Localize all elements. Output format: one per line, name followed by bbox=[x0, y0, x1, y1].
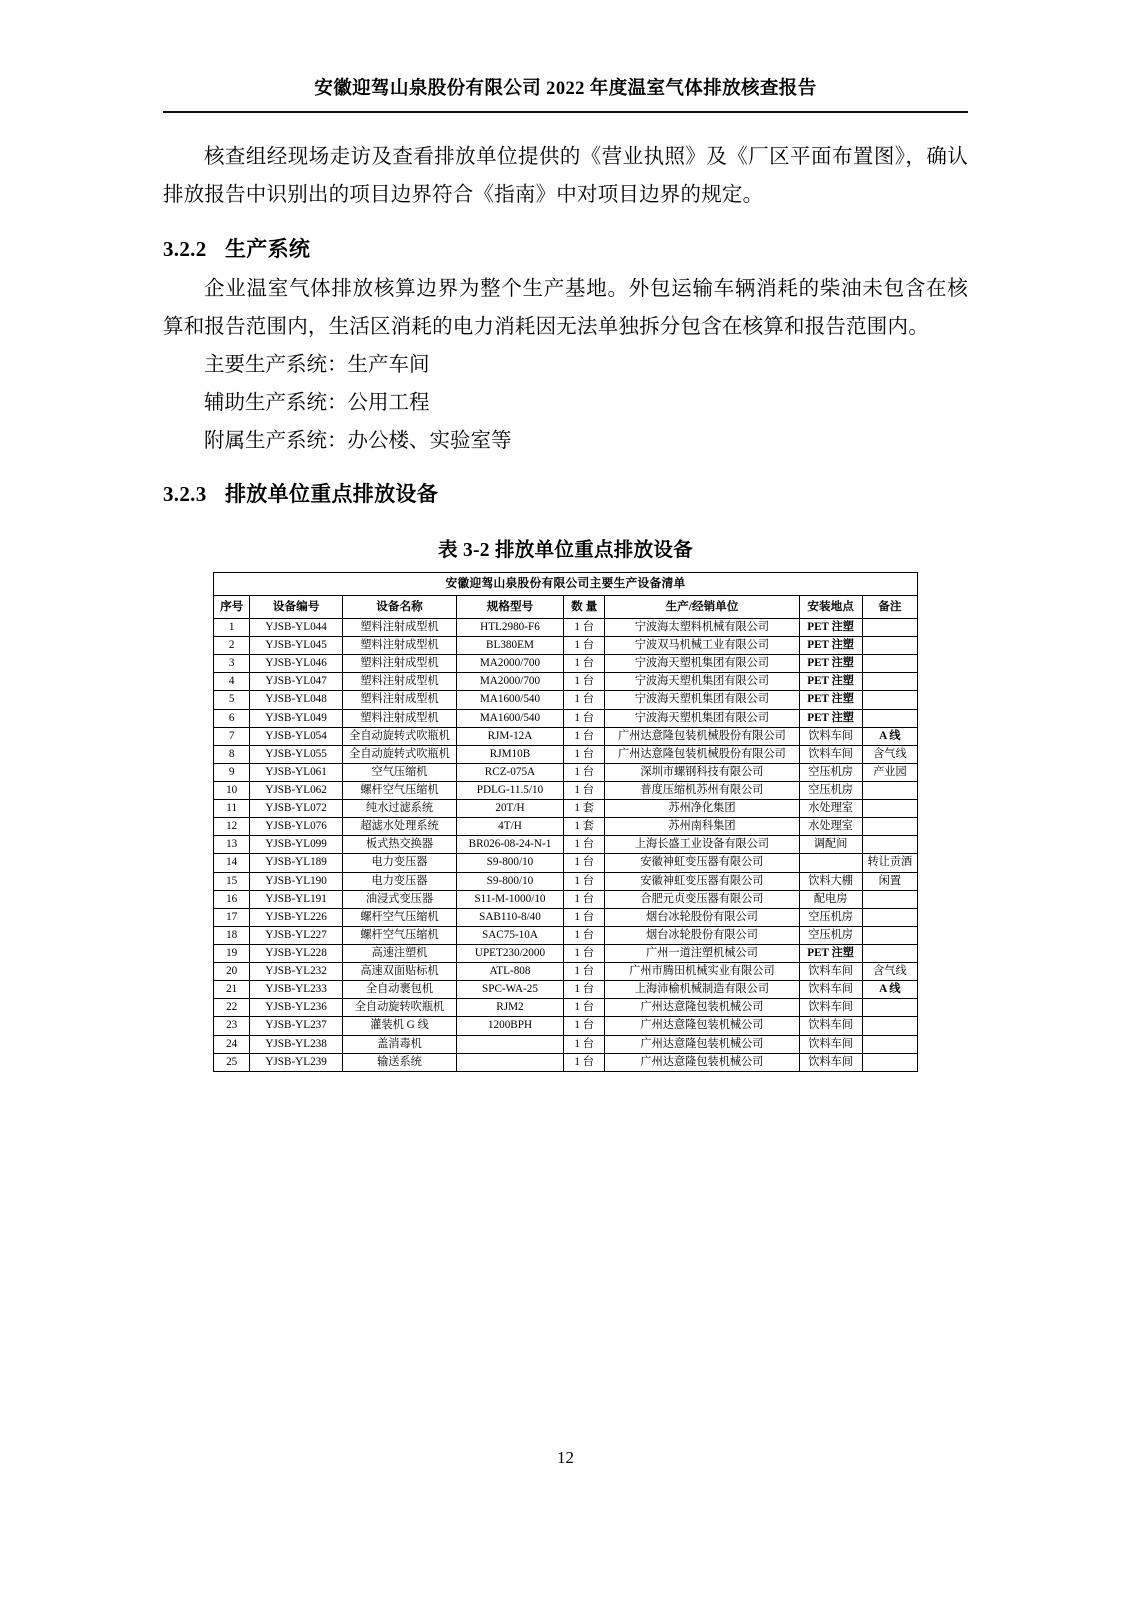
table-cell-vendor: 广州市腾田机械实业有限公司 bbox=[605, 963, 799, 981]
table-cell-code: YJSB-YL236 bbox=[250, 999, 343, 1017]
table-cell-spec: HTL2980-F6 bbox=[457, 619, 564, 637]
table-cell-note bbox=[862, 999, 917, 1017]
section-heading-3-2-3 bbox=[163, 478, 968, 508]
table-cell-spec: RJM2 bbox=[457, 999, 564, 1017]
paragraph-boundary-confirmation: 核查组经现场走访及查看排放单位提供的《营业执照》及《厂区平面布置图》，确认排放报告中识别出的项目边界符合《指南》中对项目边界的规定。 bbox=[163, 146, 968, 206]
table-cell-loc: PET 注塑 bbox=[799, 673, 862, 691]
column-header-location: 安装地点 bbox=[799, 596, 862, 619]
table-cell-code: YJSB-YL239 bbox=[250, 1053, 343, 1071]
table-cell-no: 25 bbox=[214, 1053, 250, 1071]
table-cell-loc: 水处理室 bbox=[799, 818, 862, 836]
table-cell-loc: 饮料大棚 bbox=[799, 872, 862, 890]
table-cell-loc: PET 注塑 bbox=[799, 709, 862, 727]
table-cell-spec: S9-800/10 bbox=[457, 872, 564, 890]
table-cell-qty: 1 台 bbox=[563, 999, 605, 1017]
table-cell-loc: 空压机房 bbox=[799, 908, 862, 926]
table-cell-qty: 1 台 bbox=[563, 655, 605, 673]
table-cell-note bbox=[862, 1017, 917, 1035]
table-cell-no: 23 bbox=[214, 1017, 250, 1035]
table-cell-no: 5 bbox=[214, 691, 250, 709]
table-row bbox=[214, 999, 918, 1017]
table-cell-no: 18 bbox=[214, 926, 250, 944]
running-header bbox=[163, 0, 968, 113]
table-cell-qty: 1 台 bbox=[563, 782, 605, 800]
table-cell-spec bbox=[457, 1035, 564, 1053]
table-cell-qty: 1 台 bbox=[563, 709, 605, 727]
table-cell-spec: SPC-WA-25 bbox=[457, 981, 564, 999]
table-cell-qty: 1 台 bbox=[563, 836, 605, 854]
table-cell-code: YJSB-YL045 bbox=[250, 637, 343, 655]
table-row bbox=[214, 1035, 918, 1053]
table-cell-spec: 20T/H bbox=[457, 800, 564, 818]
table-row bbox=[214, 655, 918, 673]
equipment-table-wrapper bbox=[213, 572, 918, 1071]
table-cell-no: 1 bbox=[214, 619, 250, 637]
table-cell-qty: 1 台 bbox=[563, 727, 605, 745]
table-cell-note: 闲置 bbox=[862, 872, 917, 890]
table-row bbox=[214, 836, 918, 854]
section-title-3-2-3: 排放单位重点排放设备 bbox=[225, 482, 438, 507]
table-cell-note: 转让贡酒 bbox=[862, 854, 917, 872]
table-cell-qty: 1 台 bbox=[563, 1053, 605, 1071]
table-cell-code: YJSB-YL232 bbox=[250, 963, 343, 981]
table-cell-qty: 1 台 bbox=[563, 981, 605, 999]
table-cell-spec: UPET230/2000 bbox=[457, 944, 564, 962]
table-row bbox=[214, 908, 918, 926]
table-cell-vendor: 广州达意隆包装机械公司 bbox=[605, 999, 799, 1017]
table-cell-code: YJSB-YL227 bbox=[250, 926, 343, 944]
table-cell-name: 板式热交换器 bbox=[342, 836, 456, 854]
table-cell-name: 高速双面贴标机 bbox=[342, 963, 456, 981]
table-cell-vendor: 广州达意隆包装机械公司 bbox=[605, 1053, 799, 1071]
table-cell-qty: 1 台 bbox=[563, 944, 605, 962]
table-cell-qty: 1 台 bbox=[563, 619, 605, 637]
table-row bbox=[214, 709, 918, 727]
section-title-3-2-2: 生产系统 bbox=[225, 236, 311, 261]
table-cell-no: 2 bbox=[214, 637, 250, 655]
table-cell-spec: 4T/H bbox=[457, 818, 564, 836]
table-row bbox=[214, 763, 918, 781]
table-cell-spec bbox=[457, 1053, 564, 1071]
table-cell-qty: 1 套 bbox=[563, 800, 605, 818]
table-cell-spec: 1200BPH bbox=[457, 1017, 564, 1035]
table-cell-note bbox=[862, 926, 917, 944]
table-row bbox=[214, 782, 918, 800]
table-cell-code: YJSB-YL237 bbox=[250, 1017, 343, 1035]
table-row bbox=[214, 854, 918, 872]
table-cell-name: 油浸式变压器 bbox=[342, 890, 456, 908]
table-cell-vendor: 合肥元贞变压器有限公司 bbox=[605, 890, 799, 908]
table-cell-qty: 1 台 bbox=[563, 854, 605, 872]
table-cell-loc: 空压机房 bbox=[799, 763, 862, 781]
table-cell-qty: 1 套 bbox=[563, 818, 605, 836]
table-row bbox=[214, 727, 918, 745]
table-cell-name: 螺杆空气压缩机 bbox=[342, 782, 456, 800]
table-cell-vendor: 苏州南科集团 bbox=[605, 818, 799, 836]
table-cell-qty: 1 台 bbox=[563, 1017, 605, 1035]
table-cell-code: YJSB-YL044 bbox=[250, 619, 343, 637]
table-cell-spec: SAB110-8/40 bbox=[457, 908, 564, 926]
table-cell-note bbox=[862, 782, 917, 800]
table-cell-qty: 1 台 bbox=[563, 872, 605, 890]
table-cell-spec: MA2000/700 bbox=[457, 673, 564, 691]
table-row bbox=[214, 944, 918, 962]
table-cell-qty: 1 台 bbox=[563, 1035, 605, 1053]
table-cell-vendor: 广州一道注塑机械公司 bbox=[605, 944, 799, 962]
table-cell-name: 空气压缩机 bbox=[342, 763, 456, 781]
table-cell-vendor: 宁波海天塑机集团有限公司 bbox=[605, 709, 799, 727]
section-number-3-2-3: 3.2.3 bbox=[163, 482, 207, 507]
table-cell-qty: 1 台 bbox=[563, 926, 605, 944]
table-cell-code: YJSB-YL226 bbox=[250, 908, 343, 926]
table-inner-title-row bbox=[214, 573, 918, 596]
table-cell-spec: MA1600/540 bbox=[457, 691, 564, 709]
table-cell-no: 7 bbox=[214, 727, 250, 745]
table-cell-note bbox=[862, 673, 917, 691]
table-cell-no: 15 bbox=[214, 872, 250, 890]
table-cell-loc: 饮料车间 bbox=[799, 999, 862, 1017]
column-header-no: 序号 bbox=[214, 596, 250, 619]
table-cell-note bbox=[862, 890, 917, 908]
table-cell-no: 8 bbox=[214, 745, 250, 763]
table-cell-code: YJSB-YL047 bbox=[250, 673, 343, 691]
table-cell-note bbox=[862, 637, 917, 655]
table-cell-vendor: 广州达意隆包装机械股份有限公司 bbox=[605, 745, 799, 763]
table-cell-name: 全自动旋转式吹瓶机 bbox=[342, 727, 456, 745]
table-cell-vendor: 宁波海天塑机集团有限公司 bbox=[605, 655, 799, 673]
table-cell-spec: ATL-808 bbox=[457, 963, 564, 981]
table-cell-no: 10 bbox=[214, 782, 250, 800]
table-cell-qty: 1 台 bbox=[563, 763, 605, 781]
table-cell-loc: 空压机房 bbox=[799, 926, 862, 944]
table-cell-loc: 饮料车间 bbox=[799, 1053, 862, 1071]
table-cell-spec: S11-M-1000/10 bbox=[457, 890, 564, 908]
page-number: 12 bbox=[557, 1448, 574, 1467]
table-row bbox=[214, 745, 918, 763]
table-cell-vendor: 烟台冰轮股份有限公司 bbox=[605, 926, 799, 944]
table-cell-loc bbox=[799, 854, 862, 872]
table-cell-note bbox=[862, 691, 917, 709]
table-cell-qty: 1 台 bbox=[563, 890, 605, 908]
table-cell-code: YJSB-YL228 bbox=[250, 944, 343, 962]
table-cell-name: 全自动旋转吹瓶机 bbox=[342, 999, 456, 1017]
table-cell-vendor: 安徽神虹变压器有限公司 bbox=[605, 854, 799, 872]
table-cell-code: YJSB-YL099 bbox=[250, 836, 343, 854]
table-cell-spec: RCZ-075A bbox=[457, 763, 564, 781]
table-cell-name: 高速注塑机 bbox=[342, 944, 456, 962]
table-cell-note bbox=[862, 709, 917, 727]
table-cell-qty: 1 台 bbox=[563, 963, 605, 981]
table-cell-spec: BL380EM bbox=[457, 637, 564, 655]
table-cell-vendor: 宁波海太塑料机械有限公司 bbox=[605, 619, 799, 637]
table-cell-code: YJSB-YL054 bbox=[250, 727, 343, 745]
table-cell-code: YJSB-YL238 bbox=[250, 1035, 343, 1053]
table-cell-loc: 饮料车间 bbox=[799, 963, 862, 981]
running-header-text: 安徽迎驾山泉股份有限公司 2022 年度温室气体排放核查报告 bbox=[314, 79, 817, 99]
table-cell-name: 全自动裹包机 bbox=[342, 981, 456, 999]
table-cell-loc: 水处理室 bbox=[799, 800, 862, 818]
table-cell-note bbox=[862, 836, 917, 854]
table-cell-qty: 1 台 bbox=[563, 637, 605, 655]
table-cell-loc: PET 注塑 bbox=[799, 637, 862, 655]
table-cell-spec: MA1600/540 bbox=[457, 709, 564, 727]
table-cell-no: 16 bbox=[214, 890, 250, 908]
system-line-ancillary: 附属生产系统：办公楼、实验室等 bbox=[204, 429, 512, 452]
table-cell-note: A 线 bbox=[862, 981, 917, 999]
table-cell-vendor: 苏州净化集团 bbox=[605, 800, 799, 818]
table-cell-vendor: 深圳市螺钢科技有限公司 bbox=[605, 763, 799, 781]
table-cell-no: 22 bbox=[214, 999, 250, 1017]
table-cell-loc: 配电房 bbox=[799, 890, 862, 908]
table-cell-note bbox=[862, 944, 917, 962]
table-row bbox=[214, 637, 918, 655]
table-cell-no: 21 bbox=[214, 981, 250, 999]
table-cell-no: 3 bbox=[214, 655, 250, 673]
table-cell-note bbox=[862, 1035, 917, 1053]
page-content bbox=[163, 0, 968, 1072]
table-cell-name: 塑料注射成型机 bbox=[342, 691, 456, 709]
table-cell-vendor: 上海沛榆机械制造有限公司 bbox=[605, 981, 799, 999]
header-divider bbox=[163, 111, 968, 113]
table-inner-title: 安徽迎驾山泉股份有限公司主要生产设备清单 bbox=[214, 573, 918, 596]
table-cell-loc: 饮料车间 bbox=[799, 981, 862, 999]
table-cell-note bbox=[862, 655, 917, 673]
table-cell-name: 盖消毒机 bbox=[342, 1035, 456, 1053]
table-cell-note: 含气线 bbox=[862, 745, 917, 763]
table-cell-no: 13 bbox=[214, 836, 250, 854]
table-cell-vendor: 烟台冰轮股份有限公司 bbox=[605, 908, 799, 926]
table-row bbox=[214, 890, 918, 908]
table-cell-name: 塑料注射成型机 bbox=[342, 619, 456, 637]
table-cell-name: 塑料注射成型机 bbox=[342, 673, 456, 691]
table-cell-vendor: 广州达意隆包装机械股份有限公司 bbox=[605, 727, 799, 745]
table-cell-spec: MA2000/700 bbox=[457, 655, 564, 673]
table-cell-code: YJSB-YL190 bbox=[250, 872, 343, 890]
table-cell-spec: RJM10B bbox=[457, 745, 564, 763]
table-cell-note: A 线 bbox=[862, 727, 917, 745]
table-cell-code: YJSB-YL076 bbox=[250, 818, 343, 836]
table-cell-name: 超滤水处理系统 bbox=[342, 818, 456, 836]
table-cell-code: YJSB-YL191 bbox=[250, 890, 343, 908]
table-row bbox=[214, 1053, 918, 1071]
table-row bbox=[214, 619, 918, 637]
table-cell-loc: PET 注塑 bbox=[799, 619, 862, 637]
table-cell-code: YJSB-YL233 bbox=[250, 981, 343, 999]
table-cell-name: 输送系统 bbox=[342, 1053, 456, 1071]
table-cell-no: 4 bbox=[214, 673, 250, 691]
table-cell-note bbox=[862, 619, 917, 637]
table-cell-code: YJSB-YL189 bbox=[250, 854, 343, 872]
table-cell-qty: 1 台 bbox=[563, 745, 605, 763]
table-cell-vendor: 广州达意隆包装机械公司 bbox=[605, 1035, 799, 1053]
table-cell-name: 塑料注射成型机 bbox=[342, 709, 456, 727]
table-cell-qty: 1 台 bbox=[563, 673, 605, 691]
table-row bbox=[214, 1017, 918, 1035]
table-caption: 表 3-2 排放单位重点排放设备 bbox=[437, 540, 694, 562]
table-cell-spec: PDLG-11.5/10 bbox=[457, 782, 564, 800]
table-cell-name: 塑料注射成型机 bbox=[342, 655, 456, 673]
table-row bbox=[214, 818, 918, 836]
table-row bbox=[214, 872, 918, 890]
table-cell-code: YJSB-YL048 bbox=[250, 691, 343, 709]
table-cell-vendor: 上海长盛工业设备有限公司 bbox=[605, 836, 799, 854]
table-cell-loc: 饮料车间 bbox=[799, 1035, 862, 1053]
system-line-auxiliary: 辅助生产系统：公用工程 bbox=[204, 391, 430, 414]
table-cell-no: 11 bbox=[214, 800, 250, 818]
table-cell-qty: 1 台 bbox=[563, 691, 605, 709]
table-cell-name: 全自动旋转式吹瓶机 bbox=[342, 745, 456, 763]
table-cell-vendor: 安徽神虹变压器有限公司 bbox=[605, 872, 799, 890]
table-row bbox=[214, 673, 918, 691]
table-cell-name: 纯水过滤系统 bbox=[342, 800, 456, 818]
table-cell-qty: 1 台 bbox=[563, 908, 605, 926]
table-cell-name: 电力变压器 bbox=[342, 854, 456, 872]
section-number-3-2-2: 3.2.2 bbox=[163, 236, 207, 261]
column-header-name: 设备名称 bbox=[342, 596, 456, 619]
section-heading-3-2-2 bbox=[163, 233, 968, 263]
table-cell-note bbox=[862, 800, 917, 818]
column-header-qty: 数 量 bbox=[563, 596, 605, 619]
table-cell-note: 含气线 bbox=[862, 963, 917, 981]
table-cell-spec: RJM-12A bbox=[457, 727, 564, 745]
table-cell-vendor: 宁波双马机械工业有限公司 bbox=[605, 637, 799, 655]
table-cell-loc: 饮料车间 bbox=[799, 1017, 862, 1035]
table-cell-no: 19 bbox=[214, 944, 250, 962]
table-cell-name: 螺杆空气压缩机 bbox=[342, 926, 456, 944]
table-cell-spec: S9-800/10 bbox=[457, 854, 564, 872]
table-cell-vendor: 宁波海天塑机集团有限公司 bbox=[605, 691, 799, 709]
table-cell-code: YJSB-YL062 bbox=[250, 782, 343, 800]
table-cell-loc: 饮料车间 bbox=[799, 745, 862, 763]
table-cell-note bbox=[862, 818, 917, 836]
table-cell-loc: 调配间 bbox=[799, 836, 862, 854]
paragraph-production-system: 企业温室气体排放核算边界为整个生产基地。外包运输车辆消耗的柴油未包含在核算和报告范围内，生活区消耗的电力消耗因无法单独拆分包含在核算和报告范围内。 bbox=[163, 277, 968, 338]
table-row bbox=[214, 800, 918, 818]
table-cell-loc: PET 注塑 bbox=[799, 944, 862, 962]
table-cell-name: 螺杆空气压缩机 bbox=[342, 908, 456, 926]
table-cell-code: YJSB-YL061 bbox=[250, 763, 343, 781]
column-header-spec: 规格型号 bbox=[457, 596, 564, 619]
equipment-table bbox=[213, 572, 918, 1071]
table-cell-no: 24 bbox=[214, 1035, 250, 1053]
table-cell-loc: 饮料车间 bbox=[799, 727, 862, 745]
table-cell-code: YJSB-YL049 bbox=[250, 709, 343, 727]
column-header-vendor: 生产/经销单位 bbox=[605, 596, 799, 619]
table-cell-spec: SAC75-10A bbox=[457, 926, 564, 944]
table-cell-no: 6 bbox=[214, 709, 250, 727]
table-header-row bbox=[214, 596, 918, 619]
table-cell-vendor: 广州达意隆包装机械公司 bbox=[605, 1017, 799, 1035]
table-cell-loc: PET 注塑 bbox=[799, 691, 862, 709]
table-cell-name: 塑料注射成型机 bbox=[342, 637, 456, 655]
table-cell-note bbox=[862, 1053, 917, 1071]
table-row bbox=[214, 981, 918, 999]
table-cell-note bbox=[862, 908, 917, 926]
table-cell-spec: BR026-08-24-N-1 bbox=[457, 836, 564, 854]
table-cell-no: 9 bbox=[214, 763, 250, 781]
table-cell-loc: PET 注塑 bbox=[799, 655, 862, 673]
table-cell-code: YJSB-YL046 bbox=[250, 655, 343, 673]
table-cell-vendor: 普度压缩机苏州有限公司 bbox=[605, 782, 799, 800]
table-cell-code: YJSB-YL072 bbox=[250, 800, 343, 818]
table-cell-no: 14 bbox=[214, 854, 250, 872]
table-cell-no: 12 bbox=[214, 818, 250, 836]
table-cell-no: 20 bbox=[214, 963, 250, 981]
column-header-code: 设备编号 bbox=[250, 596, 343, 619]
table-row bbox=[214, 963, 918, 981]
table-cell-vendor: 宁波海天塑机集团有限公司 bbox=[605, 673, 799, 691]
table-cell-loc: 空压机房 bbox=[799, 782, 862, 800]
table-cell-no: 17 bbox=[214, 908, 250, 926]
table-cell-code: YJSB-YL055 bbox=[250, 745, 343, 763]
table-row bbox=[214, 691, 918, 709]
column-header-note: 备注 bbox=[862, 596, 917, 619]
table-cell-note: 产业园 bbox=[862, 763, 917, 781]
system-line-main: 主要生产系统：生产车间 bbox=[204, 353, 430, 376]
table-row bbox=[214, 926, 918, 944]
table-cell-name: 灌装机 G 线 bbox=[342, 1017, 456, 1035]
table-cell-name: 电力变压器 bbox=[342, 872, 456, 890]
